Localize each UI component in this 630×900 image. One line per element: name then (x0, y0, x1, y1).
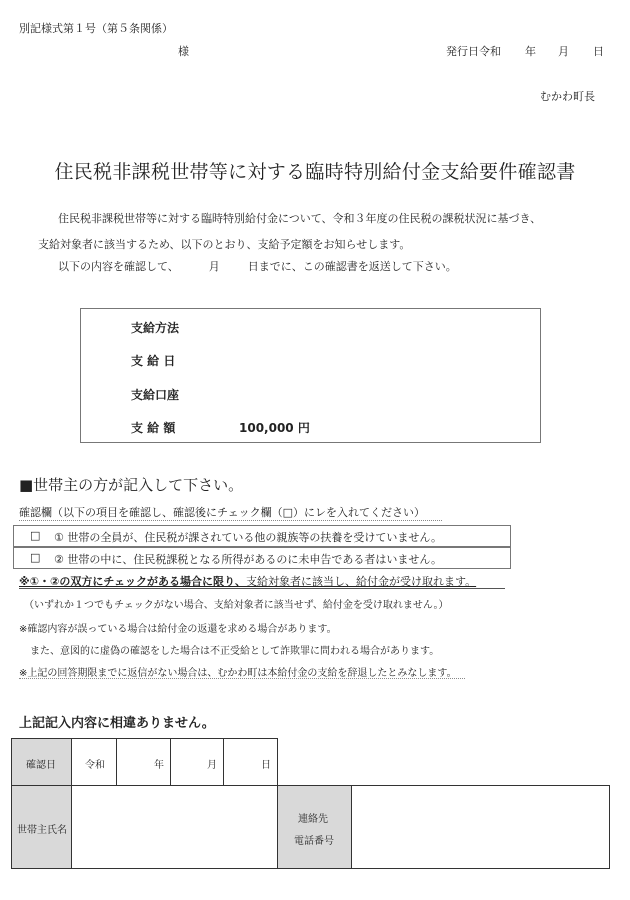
phone-number-field[interactable] (351, 785, 610, 869)
form-number: 別記様式第１号（第５条関係） (19, 22, 173, 35)
confirm-day-cell[interactable] (223, 738, 278, 786)
householder-name-label: 世帯主氏名 (17, 825, 67, 836)
note-fraud: また、意図的に虚偽の確認をした場合は不正受給として詐欺罪に問われる場合があります。 (30, 646, 440, 657)
intro-line-2: 支給対象者に該当するため、以下のとおり、支給予定額をお知らせします。 (38, 238, 411, 251)
note-refund: ※確認内容が誤っている場合は給付金の返還を求める場合があります。 (19, 624, 337, 635)
payment-info-box (80, 308, 541, 443)
check-item-1 (13, 525, 511, 547)
confirm-year-cell[interactable] (116, 738, 171, 786)
eligibility-note-rest: 支給対象者に該当し、給付金が受け取れます。 (246, 575, 477, 588)
confirmation-heading: 上記記入内容に相違ありません。 (19, 716, 215, 731)
issuer-name: むかわ町長 (540, 90, 595, 103)
payment-amount-value: 100,000 円 (239, 421, 310, 435)
phone-number-label: 電話番号 (294, 836, 334, 847)
issue-day-unit: 日 (593, 45, 604, 58)
householder-name-label-cell (11, 785, 72, 869)
confirm-date-label-cell (11, 738, 72, 786)
check-box-2[interactable]: □ (30, 551, 41, 564)
confirm-era: 令和 (85, 760, 105, 771)
payment-amount-label: 支 給 額 (131, 421, 176, 435)
section-heading: ■世帯主の方が記入して下さい。 (19, 476, 244, 494)
eligibility-underline (19, 588, 505, 589)
intro-line-1: 住民税非課税世帯等に対する臨時特別給付金について、令和３年度の住民税の課税状況に基づき、 (58, 212, 542, 225)
contact-label: 連絡先 (298, 814, 328, 825)
check-box-1[interactable]: □ (30, 529, 41, 542)
issue-month-unit: 月 (558, 45, 569, 58)
deadline-underline (19, 678, 465, 679)
issue-date-prefix: 発行日令和 (446, 45, 501, 58)
issue-year-unit: 年 (525, 45, 536, 58)
instructions-underline (19, 520, 442, 521)
householder-name-field[interactable] (71, 785, 278, 869)
intro-line-3-suffix: 日までに、この確認書を返送して下さい。 (247, 260, 457, 273)
intro-line-3-month: 月 (208, 260, 220, 273)
confirm-year-unit: 年 (154, 760, 164, 771)
confirm-day-unit: 日 (261, 760, 271, 771)
contact-label-cell (277, 785, 352, 869)
confirm-date-label: 確認日 (26, 760, 56, 771)
check-item-2 (13, 547, 511, 569)
check-item-1-text: ① 世帯の全員が、住民税が課されている他の親族等の扶養を受けていません。 (54, 531, 443, 544)
issue-date (446, 43, 604, 59)
note-no-check: （いずれか１つでもチェックがない場合、支給対象者に該当せず、給付金を受け取れません。） (24, 600, 449, 611)
intro-line-3-prefix: 以下の内容を確認して、 (58, 260, 179, 273)
check-item-2-text: ② 世帯の中に、住民税課税となる所得があるのに未申告である者はいません。 (54, 553, 443, 566)
payment-account-label: 支給口座 (131, 388, 180, 402)
eligibility-note (19, 573, 476, 589)
payment-date-label: 支 給 日 (131, 354, 176, 368)
check-instructions: 確認欄（以下の項目を確認し、確認後にチェック欄（□）にレを入れてください） (19, 506, 426, 519)
confirm-month-cell[interactable] (170, 738, 224, 786)
note-deadline: ※上記の回答期限までに返信がない場合は、むかわ町は本給付金の支給を辞退したとみなします。 (19, 668, 457, 679)
eligibility-note-bold: ※①・②の双方にチェックがある場合に限り、 (19, 575, 246, 588)
payment-method-label: 支給方法 (131, 321, 180, 335)
addressee-suffix: 様 (178, 45, 189, 58)
intro-line-3 (58, 258, 457, 274)
confirm-month-unit: 月 (207, 760, 217, 771)
confirm-era-cell (71, 738, 117, 786)
document-title: 住民税非課税世帯等に対する臨時特別給付金支給要件確認書 (54, 161, 576, 183)
